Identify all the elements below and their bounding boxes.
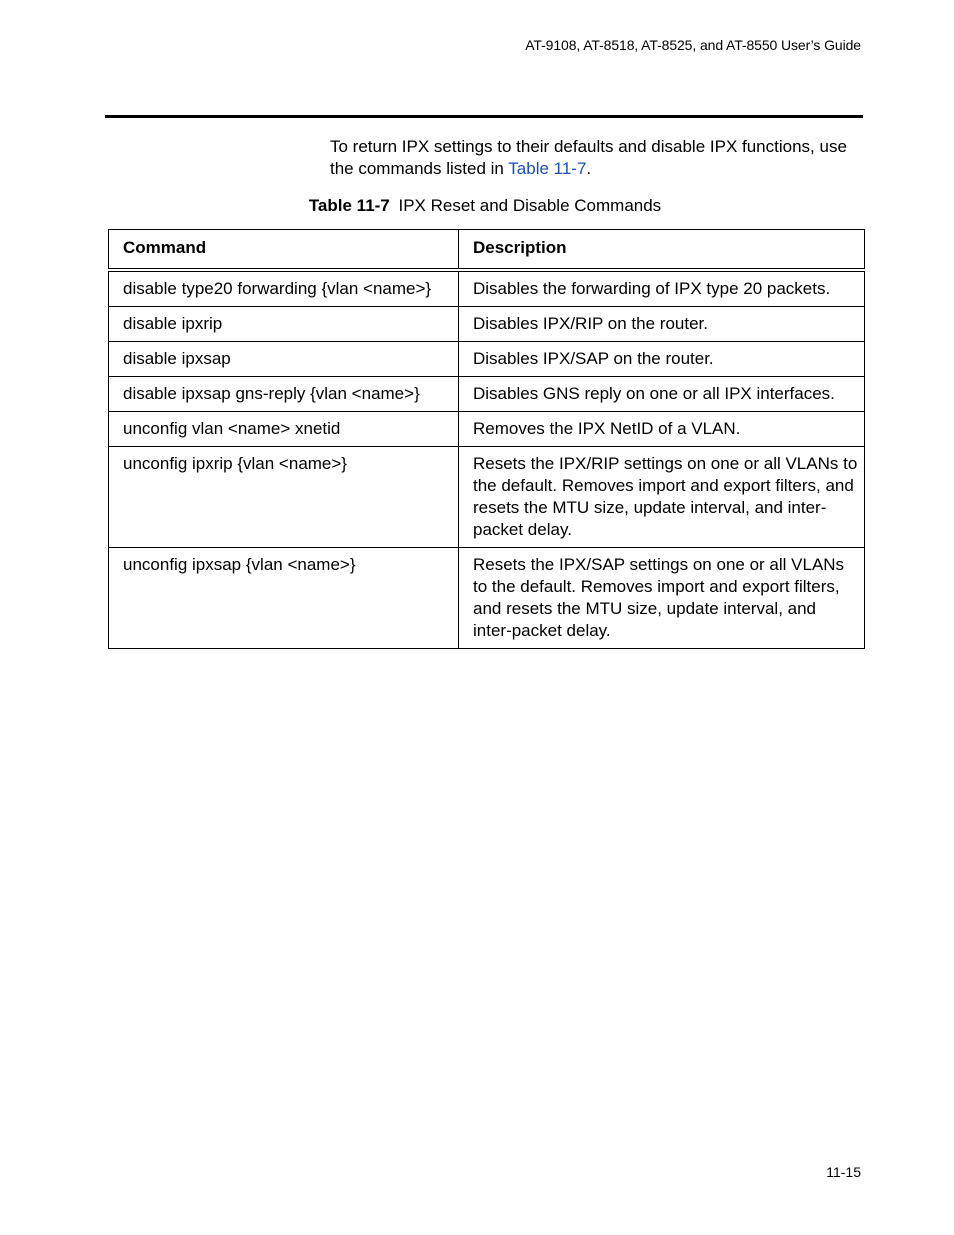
description-cell: Disables IPX/RIP on the router. [459,307,865,342]
intro-paragraph [330,136,862,180]
table-row [109,307,865,342]
ipx-commands-table [108,229,865,649]
table-row [109,412,865,447]
caption-title: IPX Reset and Disable Commands [398,196,662,215]
table-row [109,447,865,548]
table-link[interactable]: Table 11-7 [508,159,587,178]
command-cell: unconfig ipxrip {vlan <name>} [109,447,459,548]
command-cell: disable ipxrip [109,307,459,342]
command-cell: unconfig ipxsap {vlan <name>} [109,548,459,649]
command-cell: disable type20 forwarding {vlan <name>} [109,270,459,307]
table-caption [0,196,954,216]
description-cell: Disables GNS reply on one or all IPX interfaces. [459,377,865,412]
description-cell: Resets the IPX/SAP settings on one or all VLANs to the default. Removes import and export filters, and resets the MTU size, update interval, and inter-packet delay. [459,548,865,649]
caption-label: Table 11-7 [308,196,390,215]
command-cell: unconfig vlan <name> xnetid [109,412,459,447]
table-row [109,342,865,377]
table-header-row [109,230,865,271]
command-cell: disable ipxsap [109,342,459,377]
page-number: 11-15 [826,1164,861,1180]
running-header: AT-9108, AT-8518, AT-8525, and AT-8550 User’s Guide [525,37,861,53]
command-cell: disable ipxsap gns-reply {vlan <name>} [109,377,459,412]
intro-text: To return IPX settings to their defaults and disable IPX functions, use the commands listed in [330,137,847,178]
description-cell: Resets the IPX/RIP settings on one or all VLANs to the default. Removes import and export filters, and resets the MTU size, update interval, and inter-packet delay. [459,447,865,548]
intro-period: . [586,159,592,178]
header-description: Description [459,230,865,271]
header-command: Command [109,230,459,271]
table-row [109,270,865,307]
description-cell: Disables the forwarding of IPX type 20 packets. [459,270,865,307]
description-cell: Disables IPX/SAP on the router. [459,342,865,377]
description-cell: Removes the IPX NetID of a VLAN. [459,412,865,447]
header-rule [105,115,863,118]
table-row [109,548,865,649]
table-row [109,377,865,412]
